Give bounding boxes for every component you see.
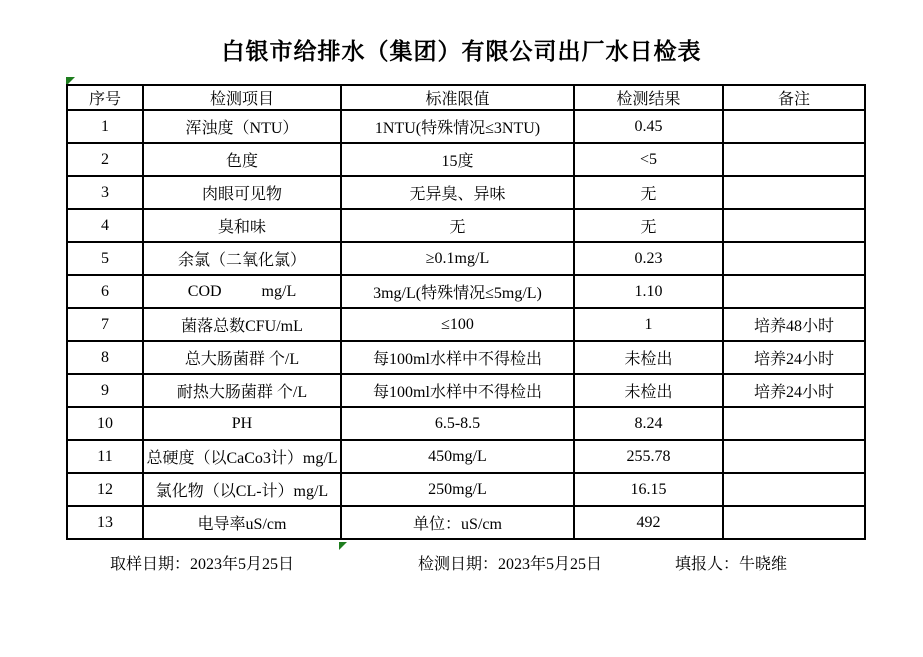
- test-result-cell: 0.23: [574, 242, 723, 275]
- page-title: 白银市给排水（集团）有限公司出厂水日检表: [221, 39, 702, 64]
- sampling-date-label: 取样日期：2023年5月25日: [110, 556, 295, 573]
- row-number-cell: 5: [67, 242, 143, 275]
- test-result-cell: 8.24: [574, 407, 723, 440]
- test-result-cell: 1.10: [574, 275, 723, 308]
- item-name-cell: 余氯（二氧化氯）: [143, 242, 341, 275]
- row-number-cell: 6: [67, 275, 143, 308]
- item-name-cell: PH: [143, 407, 341, 440]
- table-row: [67, 440, 865, 473]
- row-number-cell: 4: [67, 209, 143, 242]
- standard-limit-cell: 3mg/L(特殊情况≤5mg/L): [341, 275, 574, 308]
- item-name-cell: 浑浊度（NTU）: [143, 110, 341, 143]
- table-row: [67, 176, 865, 209]
- test-result-cell: 0.45: [574, 110, 723, 143]
- remark-cell: [723, 242, 865, 275]
- table-row: [67, 143, 865, 176]
- row-number-cell: 7: [67, 308, 143, 341]
- water-quality-table: [66, 84, 866, 540]
- standard-limit-cell: 无异臭、异味: [341, 176, 574, 209]
- header-result: 检测结果: [574, 85, 723, 110]
- reporter-label: 填报人：牛晓维: [675, 556, 788, 573]
- standard-limit-cell: 15度: [341, 143, 574, 176]
- test-result-cell: 492: [574, 506, 723, 539]
- item-name-cell: 色度: [143, 143, 341, 176]
- green-fill-handle-icon: [339, 542, 347, 550]
- test-result-cell: 无: [574, 176, 723, 209]
- standard-limit-cell: 1NTU(特殊情况≤3NTU): [341, 110, 574, 143]
- table-row: [67, 242, 865, 275]
- item-name-cell: 总硬度（以CaCo3计）mg/L: [143, 440, 341, 473]
- standard-limit-cell: 450mg/L: [341, 440, 574, 473]
- header-item: 检测项目: [143, 85, 341, 110]
- standard-limit-cell: 单位：uS/cm: [341, 506, 574, 539]
- row-number-cell: 11: [67, 440, 143, 473]
- item-name-cell: 总大肠菌群 个/L: [143, 341, 341, 374]
- standard-limit-cell: 250mg/L: [341, 473, 574, 506]
- table-row: [67, 341, 865, 374]
- remark-cell: [723, 110, 865, 143]
- table-row: [67, 275, 865, 308]
- item-name-cell: 耐热大肠菌群 个/L: [143, 374, 341, 407]
- test-result-cell: 无: [574, 209, 723, 242]
- standard-limit-cell: 6.5-8.5: [341, 407, 574, 440]
- remark-cell: [723, 440, 865, 473]
- test-result-cell: 255.78: [574, 440, 723, 473]
- standard-limit-cell: 每100ml水样中不得检出: [341, 341, 574, 374]
- table-row: [67, 209, 865, 242]
- item-name-cell: 肉眼可见物: [143, 176, 341, 209]
- item-name-cell: 氯化物（以CL-计）mg/L: [143, 473, 341, 506]
- header-number: 序号: [67, 85, 143, 110]
- remark-cell: [723, 506, 865, 539]
- row-number-cell: 8: [67, 341, 143, 374]
- remark-cell: [723, 407, 865, 440]
- table-row: [67, 473, 865, 506]
- standard-limit-cell: 无: [341, 209, 574, 242]
- header-remark: 备注: [723, 85, 865, 110]
- table-row: [67, 506, 865, 539]
- table-row: [67, 110, 865, 143]
- remark-cell: [723, 209, 865, 242]
- test-result-cell: <5: [574, 143, 723, 176]
- header-row: [67, 85, 865, 110]
- row-number-cell: 3: [67, 176, 143, 209]
- row-number-cell: 9: [67, 374, 143, 407]
- table-row: [67, 374, 865, 407]
- remark-cell: [723, 275, 865, 308]
- table-row: [67, 407, 865, 440]
- item-name-cell: COD mg/L: [143, 275, 341, 308]
- remark-cell: [723, 473, 865, 506]
- standard-limit-cell: 每100ml水样中不得检出: [341, 374, 574, 407]
- item-name-cell: 臭和味: [143, 209, 341, 242]
- footer: [0, 551, 923, 571]
- item-name-cell: 菌落总数CFU/mL: [143, 308, 341, 341]
- test-result-cell: 未检出: [574, 341, 723, 374]
- standard-limit-cell: ≤100: [341, 308, 574, 341]
- item-name-cell: 电导率uS/cm: [143, 506, 341, 539]
- row-number-cell: 12: [67, 473, 143, 506]
- test-result-cell: 1: [574, 308, 723, 341]
- standard-limit-cell: ≥0.1mg/L: [341, 242, 574, 275]
- remark-cell: [723, 143, 865, 176]
- remark-cell: 培养24小时: [723, 341, 865, 374]
- test-result-cell: 16.15: [574, 473, 723, 506]
- row-number-cell: 2: [67, 143, 143, 176]
- row-number-cell: 13: [67, 506, 143, 539]
- remark-cell: 培养24小时: [723, 374, 865, 407]
- test-result-cell: 未检出: [574, 374, 723, 407]
- header-standard: 标准限值: [341, 85, 574, 110]
- table-header: [67, 85, 865, 110]
- table-body: [67, 110, 865, 539]
- remark-cell: [723, 176, 865, 209]
- row-number-cell: 1: [67, 110, 143, 143]
- table-row: [67, 308, 865, 341]
- remark-cell: 培养48小时: [723, 308, 865, 341]
- row-number-cell: 10: [67, 407, 143, 440]
- test-date-label: 检测日期：2023年5月25日: [418, 556, 603, 573]
